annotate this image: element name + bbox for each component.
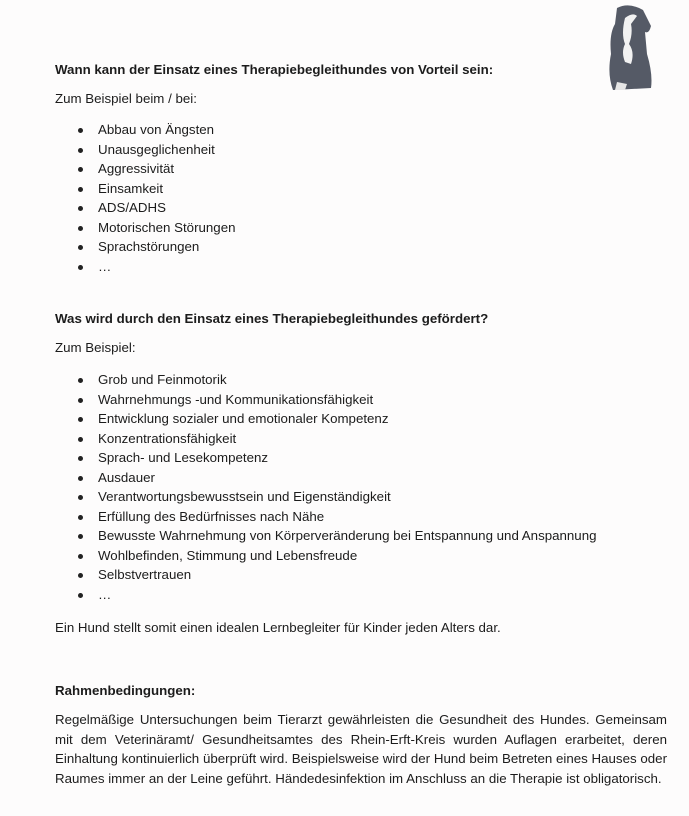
section3-paragraph: Regelmäßige Untersuchungen beim Tierarzt gewährleisten die Gesundheit des Hundes. Gemeinsam mit dem Veterinäramt/ Gesundheitsamtes des Rhein-Erft-Kreis wurden Auflagen erarbeitet, deren Einhaltung kontinuierlich überprüft wird. Beispielsweise wird der Hund beim Betreten eines Hauses oder Raumes immer an der Leine geführt. Händedesinfektion im Anschluss an die Therapie ist obligatorisch. <box>55 712 667 786</box>
list-item: Bewusste Wahrnehmung von Körperveränderung bei Entspannung und Anspannung <box>55 526 597 546</box>
section2-list <box>55 370 597 604</box>
section1-intro: Zum Beispiel beim / bei: <box>55 91 197 106</box>
list-item: Verantwortungsbewusstsein und Eigenständigkeit <box>55 487 597 507</box>
section2-conclusion: Ein Hund stellt somit einen idealen Lernbegleiter für Kinder jeden Alters dar. <box>55 620 501 635</box>
list-item: … <box>55 585 597 605</box>
list-item: Selbstvertrauen <box>55 565 597 585</box>
list-item: … <box>55 257 235 277</box>
dog-illustration <box>603 4 659 92</box>
section2-intro: Zum Beispiel: <box>55 340 136 355</box>
section1-heading: Wann kann der Einsatz eines Therapiebegleithundes von Vorteil sein: <box>55 62 494 77</box>
list-item: Unausgeglichenheit <box>55 140 235 160</box>
list-item: Konzentrationsfähigkeit <box>55 429 597 449</box>
section2-heading: Was wird durch den Einsatz eines Therapiebegleithundes gefördert? <box>55 311 489 326</box>
list-item: ADS/ADHS <box>55 198 235 218</box>
section1-list <box>55 120 235 276</box>
list-item: Entwicklung sozialer und emotionaler Kompetenz <box>55 409 597 429</box>
list-item: Sprachstörungen <box>55 237 235 257</box>
list-item: Einsamkeit <box>55 179 235 199</box>
list-item: Ausdauer <box>55 468 597 488</box>
list-item: Abbau von Ängsten <box>55 120 235 140</box>
list-item: Erfüllung des Bedürfnisses nach Nähe <box>55 507 597 527</box>
list-item: Grob und Feinmotorik <box>55 370 597 390</box>
list-item: Motorischen Störungen <box>55 218 235 238</box>
list-item: Wahrnehmungs -und Kommunikationsfähigkeit <box>55 390 597 410</box>
list-item: Aggressivität <box>55 159 235 179</box>
list-item: Sprach- und Lesekompetenz <box>55 448 597 468</box>
section3-heading: Rahmenbedingungen: <box>55 683 196 698</box>
list-item: Wohlbefinden, Stimmung und Lebensfreude <box>55 546 597 566</box>
